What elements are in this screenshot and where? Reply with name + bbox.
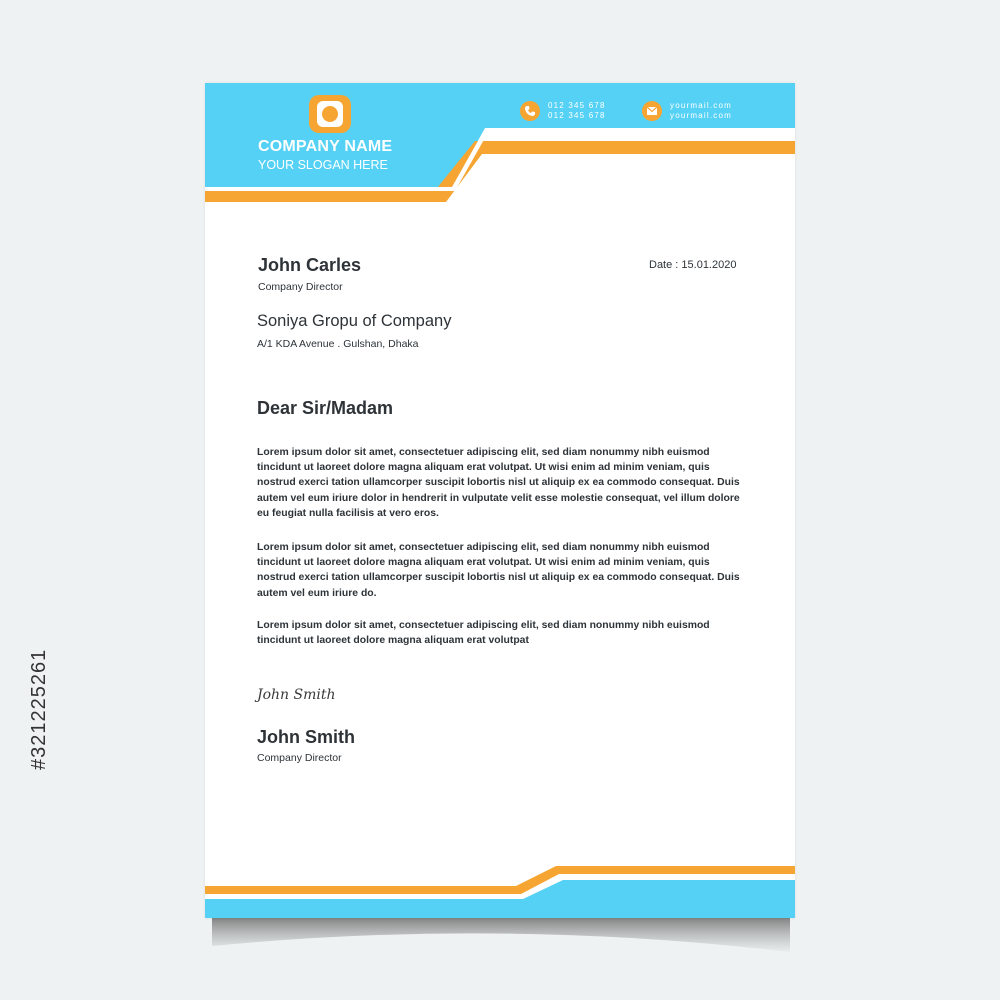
handwritten-signature: John Smith [257,687,336,703]
salutation: Dear Sir/Madam [257,398,394,418]
body-paragraph: Lorem ipsum dolor sit amet, consectetuer adipiscing elit, sed diam nonummy nibh euismod tincidunt ut laoreet dolore magna aliquam erat volutpat. Ut wisi enim ad minim veniam, quis nostrud exerci tation ullamcorper suscipit lobortis nisl ut aliquip ex ea commodo consequat. Duis autem vel eum iriure do. [257,542,740,599]
mail-icon [642,101,662,121]
company-name: COMPANY NAME [258,138,393,155]
company-slogan: YOUR SLOGAN HERE [258,158,388,172]
letterhead-page [205,83,795,918]
recipient-name: John Carles [258,255,362,275]
letter-date: Date : 15.01.2020 [649,259,737,271]
phone-number: 012 345 678 [548,111,606,120]
email-address: yourmail.com [670,101,732,110]
phone-number: 012 345 678 [548,101,606,110]
stock-image-id: #321225261 [28,648,50,770]
phone-contact [520,99,606,123]
sender-title: Company Director [257,752,342,764]
footer-blue-band [205,880,795,918]
sender-name: John Smith [257,727,355,747]
organization-address: A/1 KDA Avenue . Gulshan, Dhaka [257,338,419,350]
body-paragraph: Lorem ipsum dolor sit amet, consectetuer adipiscing elit, sed diam nonummy nibh euismod tincidunt ut laoreet dolore magna aliquam erat volutpat. Ut wisi enim ad minim veniam, quis nostrud exerci tation ullamcorper suscipit lobortis nisl ut aliquip ex ea commodo consequat. Duis autem vel eum iriure dolor in hendrerit in vulputate velit esse molestie consequat, vel illum dolore eu feugiat nulla facilisis at vero eros. [257,447,740,519]
organization-name: Soniya Gropu of Company [257,312,452,330]
page-shadow [212,916,792,961]
phone-icon [520,101,540,121]
logo-icon [307,93,353,135]
email-address: yourmail.com [670,111,732,120]
body-paragraph: Lorem ipsum dolor sit amet, consectetuer adipiscing elit, sed diam nonummy nibh euismod tincidunt ut laoreet dolore magna aliquam erat volutpat [257,620,710,647]
email-contact [642,99,732,123]
recipient-title: Company Director [258,281,343,293]
